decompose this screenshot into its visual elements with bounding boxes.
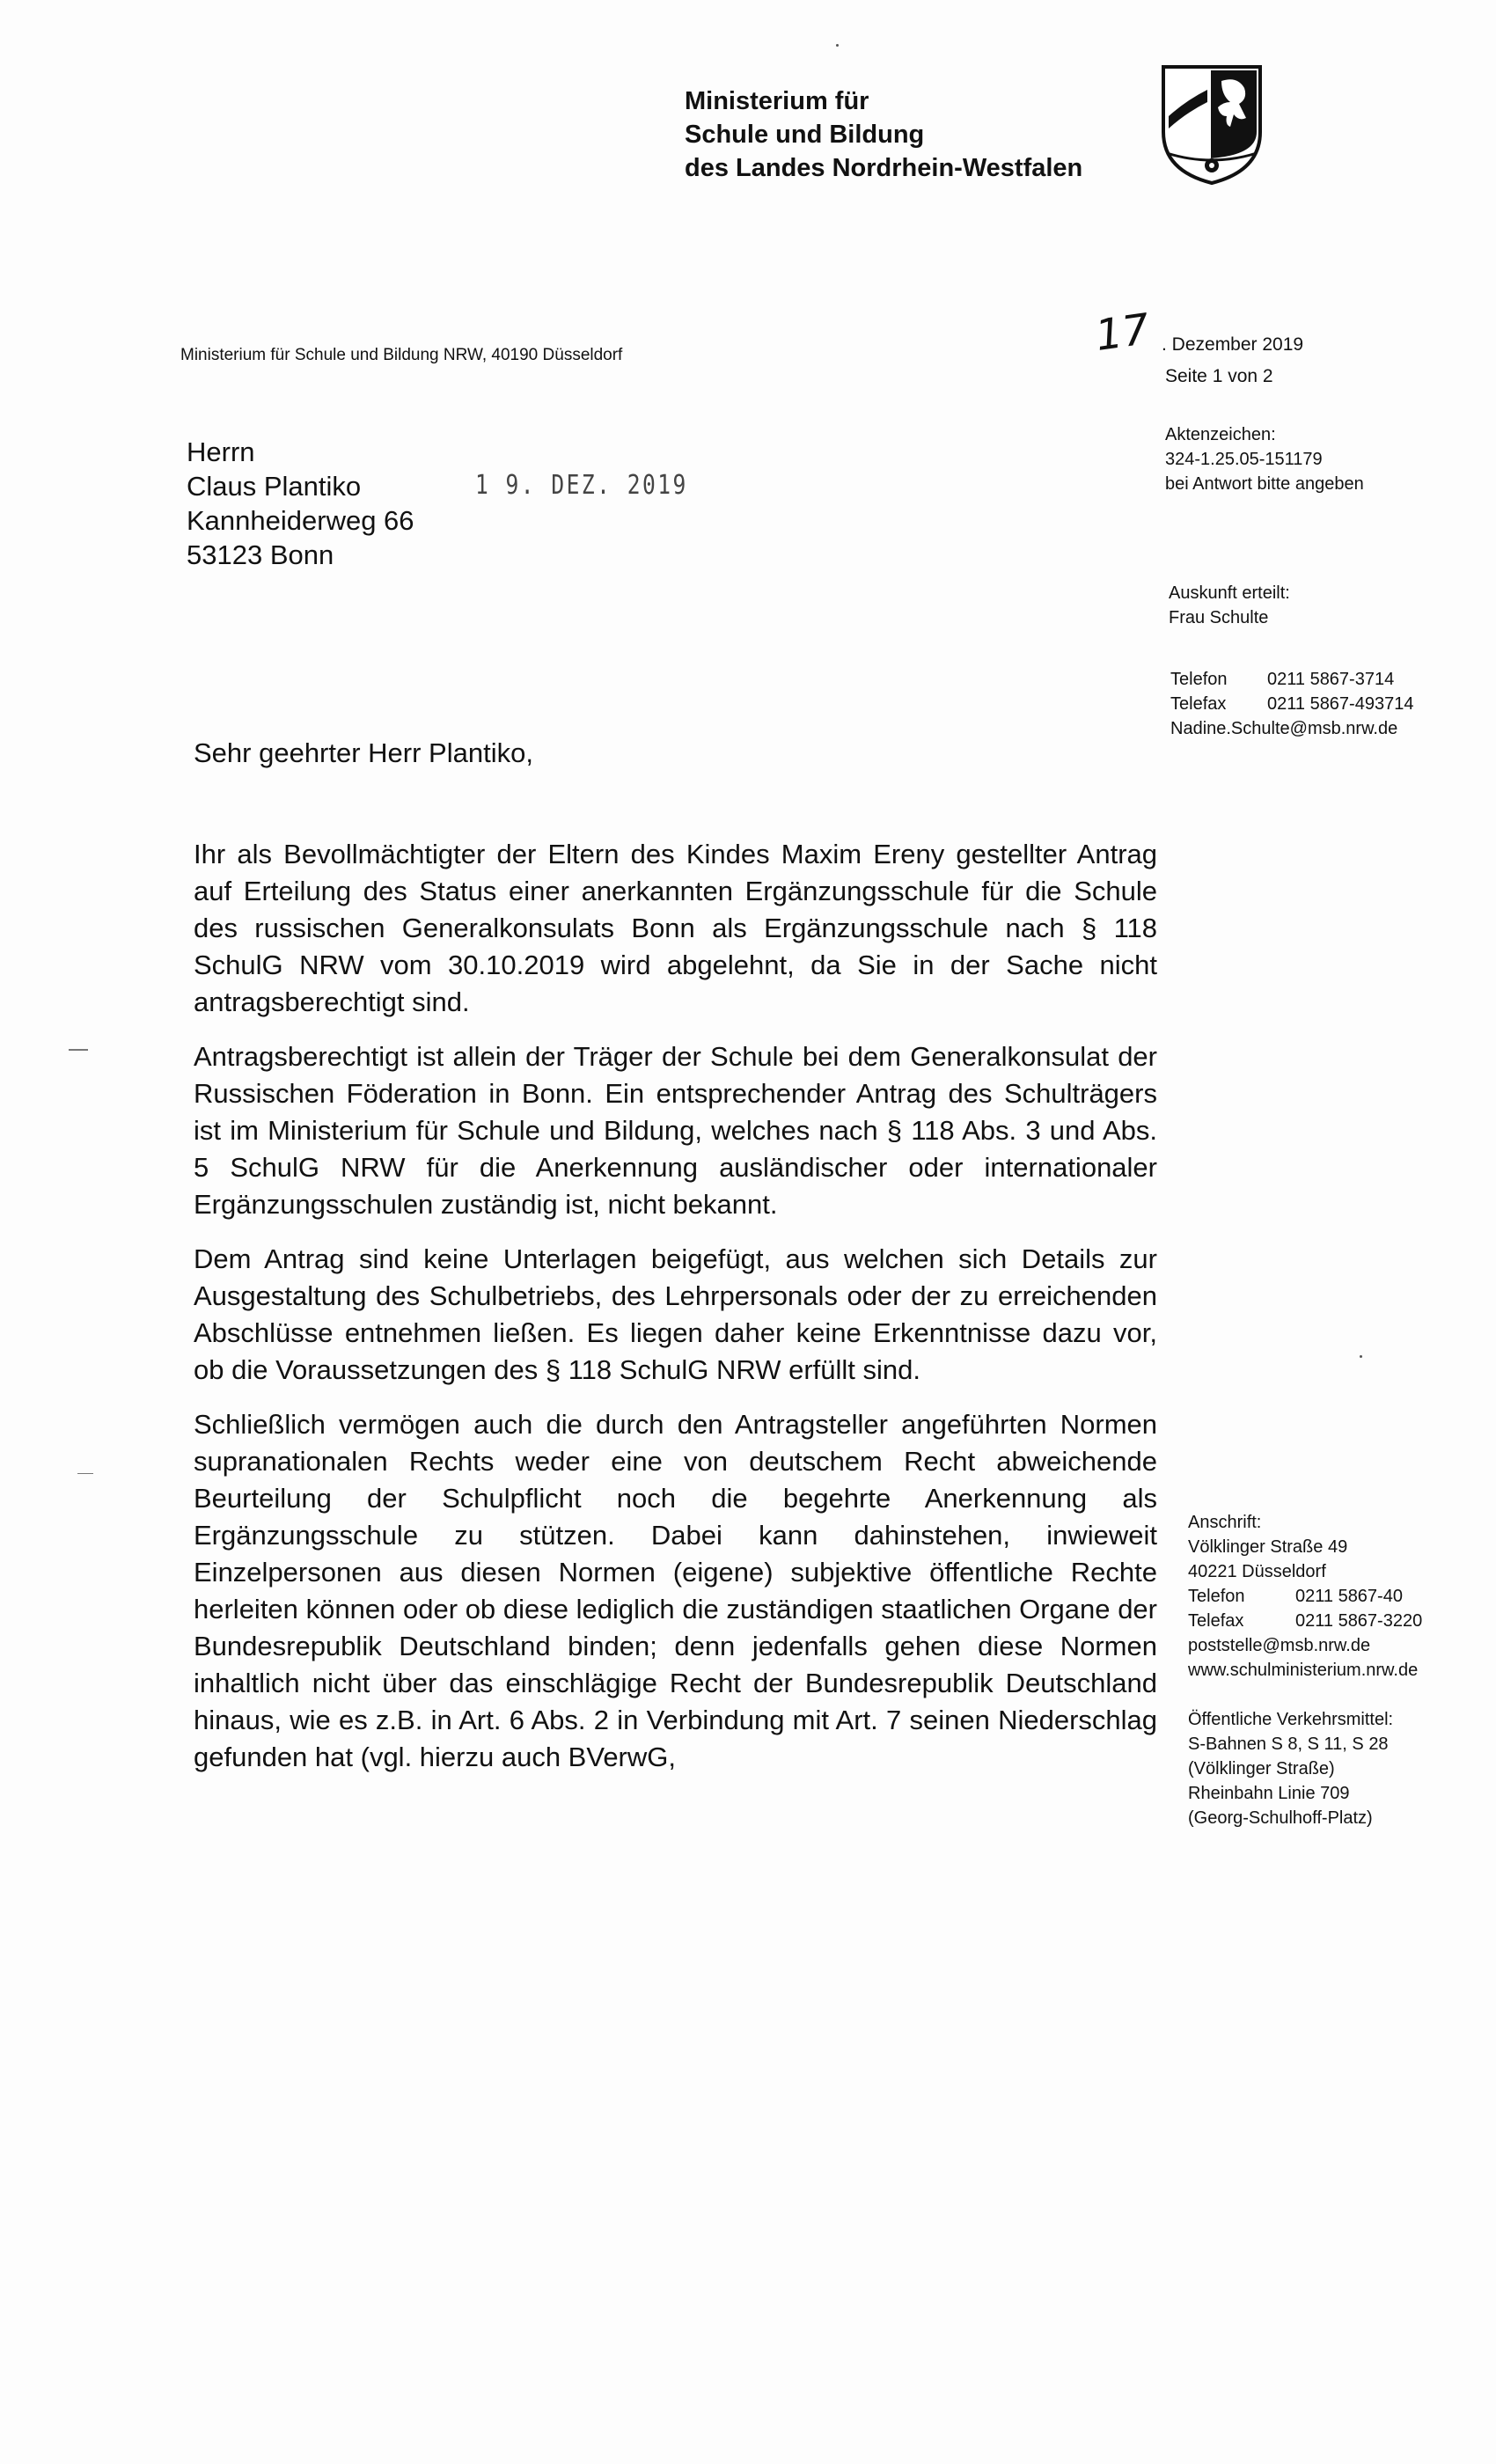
body-paragraph: Dem Antrag sind keine Unterlagen beigefügt, aus welchen sich Details zur Ausgestaltung des Schulbetriebs, des Lehrpersonals oder der zu erreichenden Abschlüsse entnehmen ließen. Es liegen daher keine Erkenntnisse dazu vor, ob die Voraussetzungen des § 118 SchulG NRW erfüllt sind.: [194, 1243, 1157, 1385]
coat-of-arms-icon: [1160, 63, 1264, 187]
letter-date: . Dezember 2019: [1162, 334, 1304, 355]
recipient-address: [187, 435, 414, 572]
salutation: Sehr geehrter Herr Plantiko,: [194, 737, 533, 768]
sidebar-telefon-row: [1188, 1584, 1470, 1609]
ministry-contact-sidebar: [1188, 1510, 1470, 1830]
telefon-row: [1170, 667, 1413, 692]
sidebar-telefax-row: [1188, 1609, 1470, 1633]
ministry-letterhead: [685, 84, 1082, 185]
transit-label: Öffentliche Verkehrsmittel:: [1188, 1710, 1394, 1729]
received-stamp: 1 9. DEZ. 2019: [475, 470, 688, 501]
transit-line: (Georg-Schulhoff-Platz): [1188, 1808, 1373, 1828]
sidebar-street: Völklinger Straße 49: [1188, 1537, 1348, 1557]
address-line: Kannheiderweg 66: [187, 505, 414, 536]
reference-note: bei Antwort bitte angeben: [1165, 474, 1364, 494]
telefax-label: Telefax: [1170, 694, 1227, 714]
sidebar-website: www.schulministerium.nrw.de: [1188, 1661, 1419, 1680]
sidebar-city: 40221 Düsseldorf: [1188, 1562, 1326, 1581]
sidebar-telefon: 0211 5867-40: [1295, 1587, 1403, 1606]
telefax-number: 0211 5867-493714: [1267, 694, 1414, 714]
contact-label: Auskunft erteilt:: [1169, 583, 1290, 603]
address-line: Herrn: [187, 436, 255, 467]
scan-speck: [1360, 1355, 1362, 1358]
telefon-label: Telefon: [1170, 670, 1228, 689]
contact-numbers-block: [1170, 667, 1413, 741]
body-paragraph: Antragsberechtigt ist allein der Träger der Schule bei dem Generalkonsulat der Russischen Föderation in Bonn. Ein entsprechender Antrag des Schulträgers ist im Ministerium für Schule und Bildung, welches nach § 118 Abs. 3 und Abs. 5 SchulG NRW für die Anerkennung ausländischer oder internationaler Ergänzungsschulen zuständig ist, nicht bekannt.: [194, 1041, 1157, 1220]
fold-mark: [77, 1473, 93, 1474]
sidebar-telefax: 0211 5867-3220: [1295, 1611, 1423, 1631]
reference-label: Aktenzeichen:: [1165, 425, 1276, 444]
ministry-line: Ministerium für: [685, 87, 869, 115]
telefax-row: [1170, 692, 1413, 716]
reference-block: [1165, 422, 1364, 496]
page-indicator: Seite 1 von 2: [1165, 366, 1273, 386]
ministry-line: Schule und Bildung: [685, 121, 925, 149]
address-line: 53123 Bonn: [187, 539, 334, 570]
scan-speck: [836, 44, 839, 47]
address-line: Claus Plantiko: [187, 471, 362, 502]
fold-mark: [69, 1049, 88, 1051]
contact-name: Frau Schulte: [1169, 608, 1269, 627]
contact-email: Nadine.Schulte@msb.nrw.de: [1170, 719, 1398, 738]
anschrift-label: Anschrift:: [1188, 1513, 1262, 1532]
spacer: [1188, 1683, 1470, 1707]
sender-return-line: Ministerium für Schule und Bildung NRW, 40190 Düsseldorf: [180, 346, 623, 364]
letter-body: [194, 836, 1157, 1793]
ministry-line: des Landes Nordrhein-Westfalen: [685, 154, 1083, 182]
transit-line: (Völklinger Straße): [1188, 1759, 1335, 1778]
handwritten-day: 17: [1092, 304, 1153, 361]
telefon-number: 0211 5867-3714: [1267, 670, 1395, 689]
contact-person-block: [1169, 581, 1290, 630]
sidebar-email: poststelle@msb.nrw.de: [1188, 1636, 1371, 1655]
reference-number: 324-1.25.05-151179: [1165, 450, 1323, 469]
sidebar-telefon-label: Telefon: [1188, 1587, 1245, 1606]
transit-line: S-Bahnen S 8, S 11, S 28: [1188, 1734, 1389, 1754]
transit-line: Rheinbahn Linie 709: [1188, 1784, 1350, 1803]
body-paragraph: Schließlich vermögen auch die durch den Antragsteller angeführten Normen supranationalen Rechts weder eine von deutschem Recht abweichende Beurteilung der Schulpflicht noch die begehrte Anerkennung als Ergänzungsschule zu stützen. Dabei kann dahinstehen, inwieweit Einzelpersonen aus diesen Normen (eigene) subjektive öffentliche Rechte herleiten können oder ob diese lediglich die zuständigen staatlichen Organe der Bundesrepublik Deutschland binden; denn jedenfalls gehen diese Normen inhaltlich nicht über das einschlägige Recht der Bundesrepublik Deutschland hinaus, wie es z.B. in Art. 6 Abs. 2 in Verbindung mit Art. 7 seinen Niederschlag gefunden hat (vgl. hierzu auch BVerwG,: [194, 1409, 1157, 1772]
body-paragraph: Ihr als Bevollmächtigter der Eltern des Kindes Maxim Ereny gestellter Antrag auf Erteilung des Status einer anerkannten Ergänzungsschule für die Schule des russischen Generalkonsulats Bonn als Ergänzungsschule nach § 118 SchulG NRW vom 30.10.2019 wird abgelehnt, da Sie in der Sache nicht antragsberechtigt sind.: [194, 839, 1157, 1017]
sidebar-telefax-label: Telefax: [1188, 1611, 1244, 1631]
